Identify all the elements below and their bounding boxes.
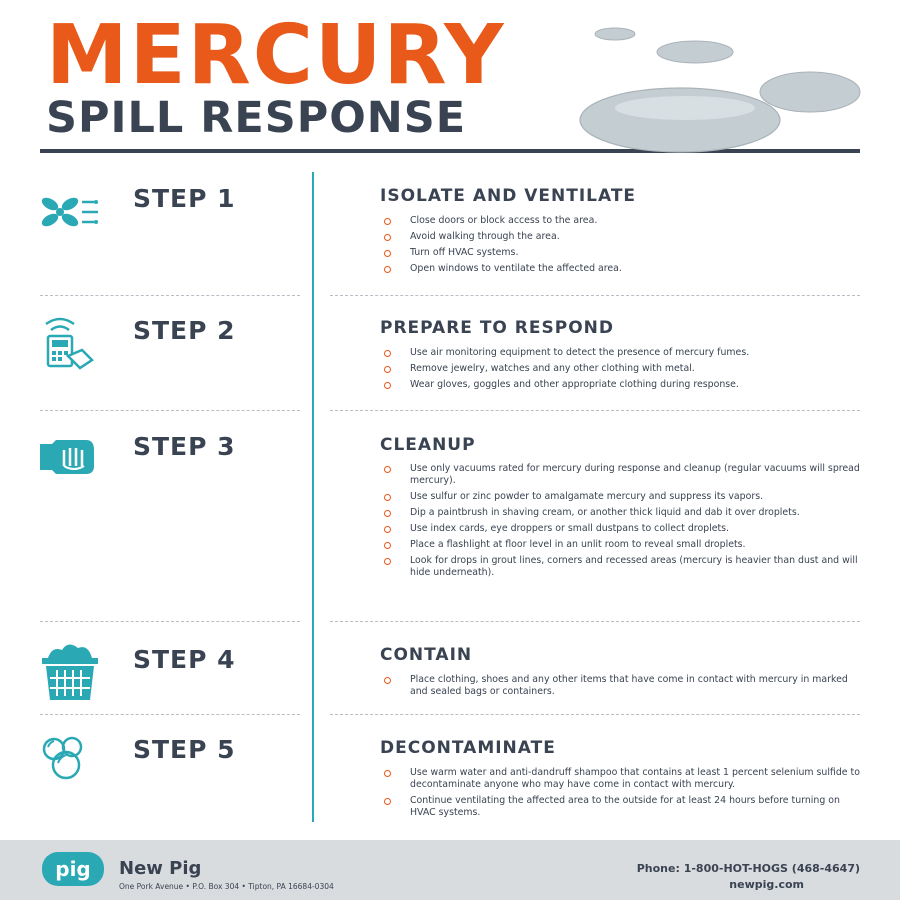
- step-2-label: STEP 2: [133, 316, 236, 345]
- list-item: Use sulfur or zinc powder to amalgamate mercury and suppress its vapors.: [384, 491, 864, 503]
- section-divider: [330, 714, 860, 715]
- new-pig-logo: pig: [42, 852, 104, 886]
- step-3-label: STEP 3: [133, 432, 236, 461]
- section-divider: [40, 295, 300, 296]
- list-item: Dip a paintbrush in shaving cream, or another thick liquid and dab it over droplets.: [384, 507, 864, 519]
- step-5-label: STEP 5: [133, 735, 236, 764]
- mercury-droplets-illustration: [570, 20, 870, 170]
- list-item: Wear gloves, goggles and other appropriate clothing during response.: [384, 379, 864, 391]
- list-item: Use warm water and anti-dandruff shampoo that contains at least 1 percent selenium sulfide to decontaminate anyone who may have come in contact with mercury.: [384, 767, 864, 791]
- list-item: Use air monitoring equipment to detect the presence of mercury fumes.: [384, 347, 864, 359]
- company-name: New Pig: [119, 858, 202, 879]
- list-item: Look for drops in grout lines, corners and recessed areas (mercury is heavier than dust and will hide underneath).: [384, 555, 864, 579]
- section-divider: [330, 621, 860, 622]
- fan-icon: [38, 184, 102, 240]
- website-link[interactable]: newpig.com: [729, 878, 804, 891]
- step-1-bullets: [384, 215, 864, 279]
- step-2-heading: PREPARE TO RESPOND: [380, 318, 615, 338]
- glove-hand-icon: [38, 430, 102, 486]
- list-item: Open windows to ventilate the affected area.: [384, 263, 864, 275]
- company-address: One Pork Avenue • P.O. Box 304 • Tipton, PA 16684-0304: [119, 882, 334, 891]
- list-item: Turn off HVAC systems.: [384, 247, 864, 259]
- list-item: Place a flashlight at floor level in an unlit room to reveal small droplets.: [384, 539, 864, 551]
- step-5-bullets: [384, 767, 864, 823]
- droplet-right: [760, 72, 860, 112]
- list-item: Use index cards, eye droppers or small dustpans to collect droplets.: [384, 523, 864, 535]
- droplet-medium: [657, 41, 733, 63]
- list-item: Avoid walking through the area.: [384, 231, 864, 243]
- step-4-bullets: [384, 674, 864, 702]
- list-item: Continue ventilating the affected area to the outside for at least 24 hours before turning on HVAC systems.: [384, 795, 864, 819]
- step-5-heading: DECONTAMINATE: [380, 738, 556, 758]
- list-item: Place clothing, shoes and any other items that have come in contact with mercury in marked and sealed bags or containers.: [384, 674, 864, 698]
- section-divider: [330, 410, 860, 411]
- page-title: MERCURY: [46, 8, 506, 103]
- list-item: Remove jewelry, watches and any other clothing with metal.: [384, 363, 864, 375]
- section-divider: [330, 295, 860, 296]
- step-2-bullets: [384, 347, 864, 395]
- laundry-basket-icon: [38, 640, 102, 702]
- section-divider: [40, 410, 300, 411]
- list-item: Close doors or block access to the area.: [384, 215, 864, 227]
- droplet-small: [595, 28, 635, 40]
- step-4-label: STEP 4: [133, 645, 236, 674]
- step-1-heading: ISOLATE AND VENTILATE: [380, 186, 637, 206]
- monitor-device-icon: [38, 314, 102, 370]
- step-3-bullets: [384, 463, 864, 583]
- list-item: Use only vacuums rated for mercury during response and cleanup (regular vacuums will spread mercury).: [384, 463, 864, 487]
- step-1-label: STEP 1: [133, 184, 236, 213]
- section-divider: [40, 714, 300, 715]
- soap-bubbles-icon: [38, 733, 102, 781]
- step-4-heading: CONTAIN: [380, 645, 473, 665]
- steps-vertical-divider: [312, 172, 314, 822]
- phone-number: Phone: 1-800-HOT-HOGS (468-4647): [636, 862, 860, 875]
- step-3-heading: CLEANUP: [380, 435, 476, 455]
- page-subtitle: SPILL RESPONSE: [46, 93, 467, 143]
- section-divider: [40, 621, 300, 622]
